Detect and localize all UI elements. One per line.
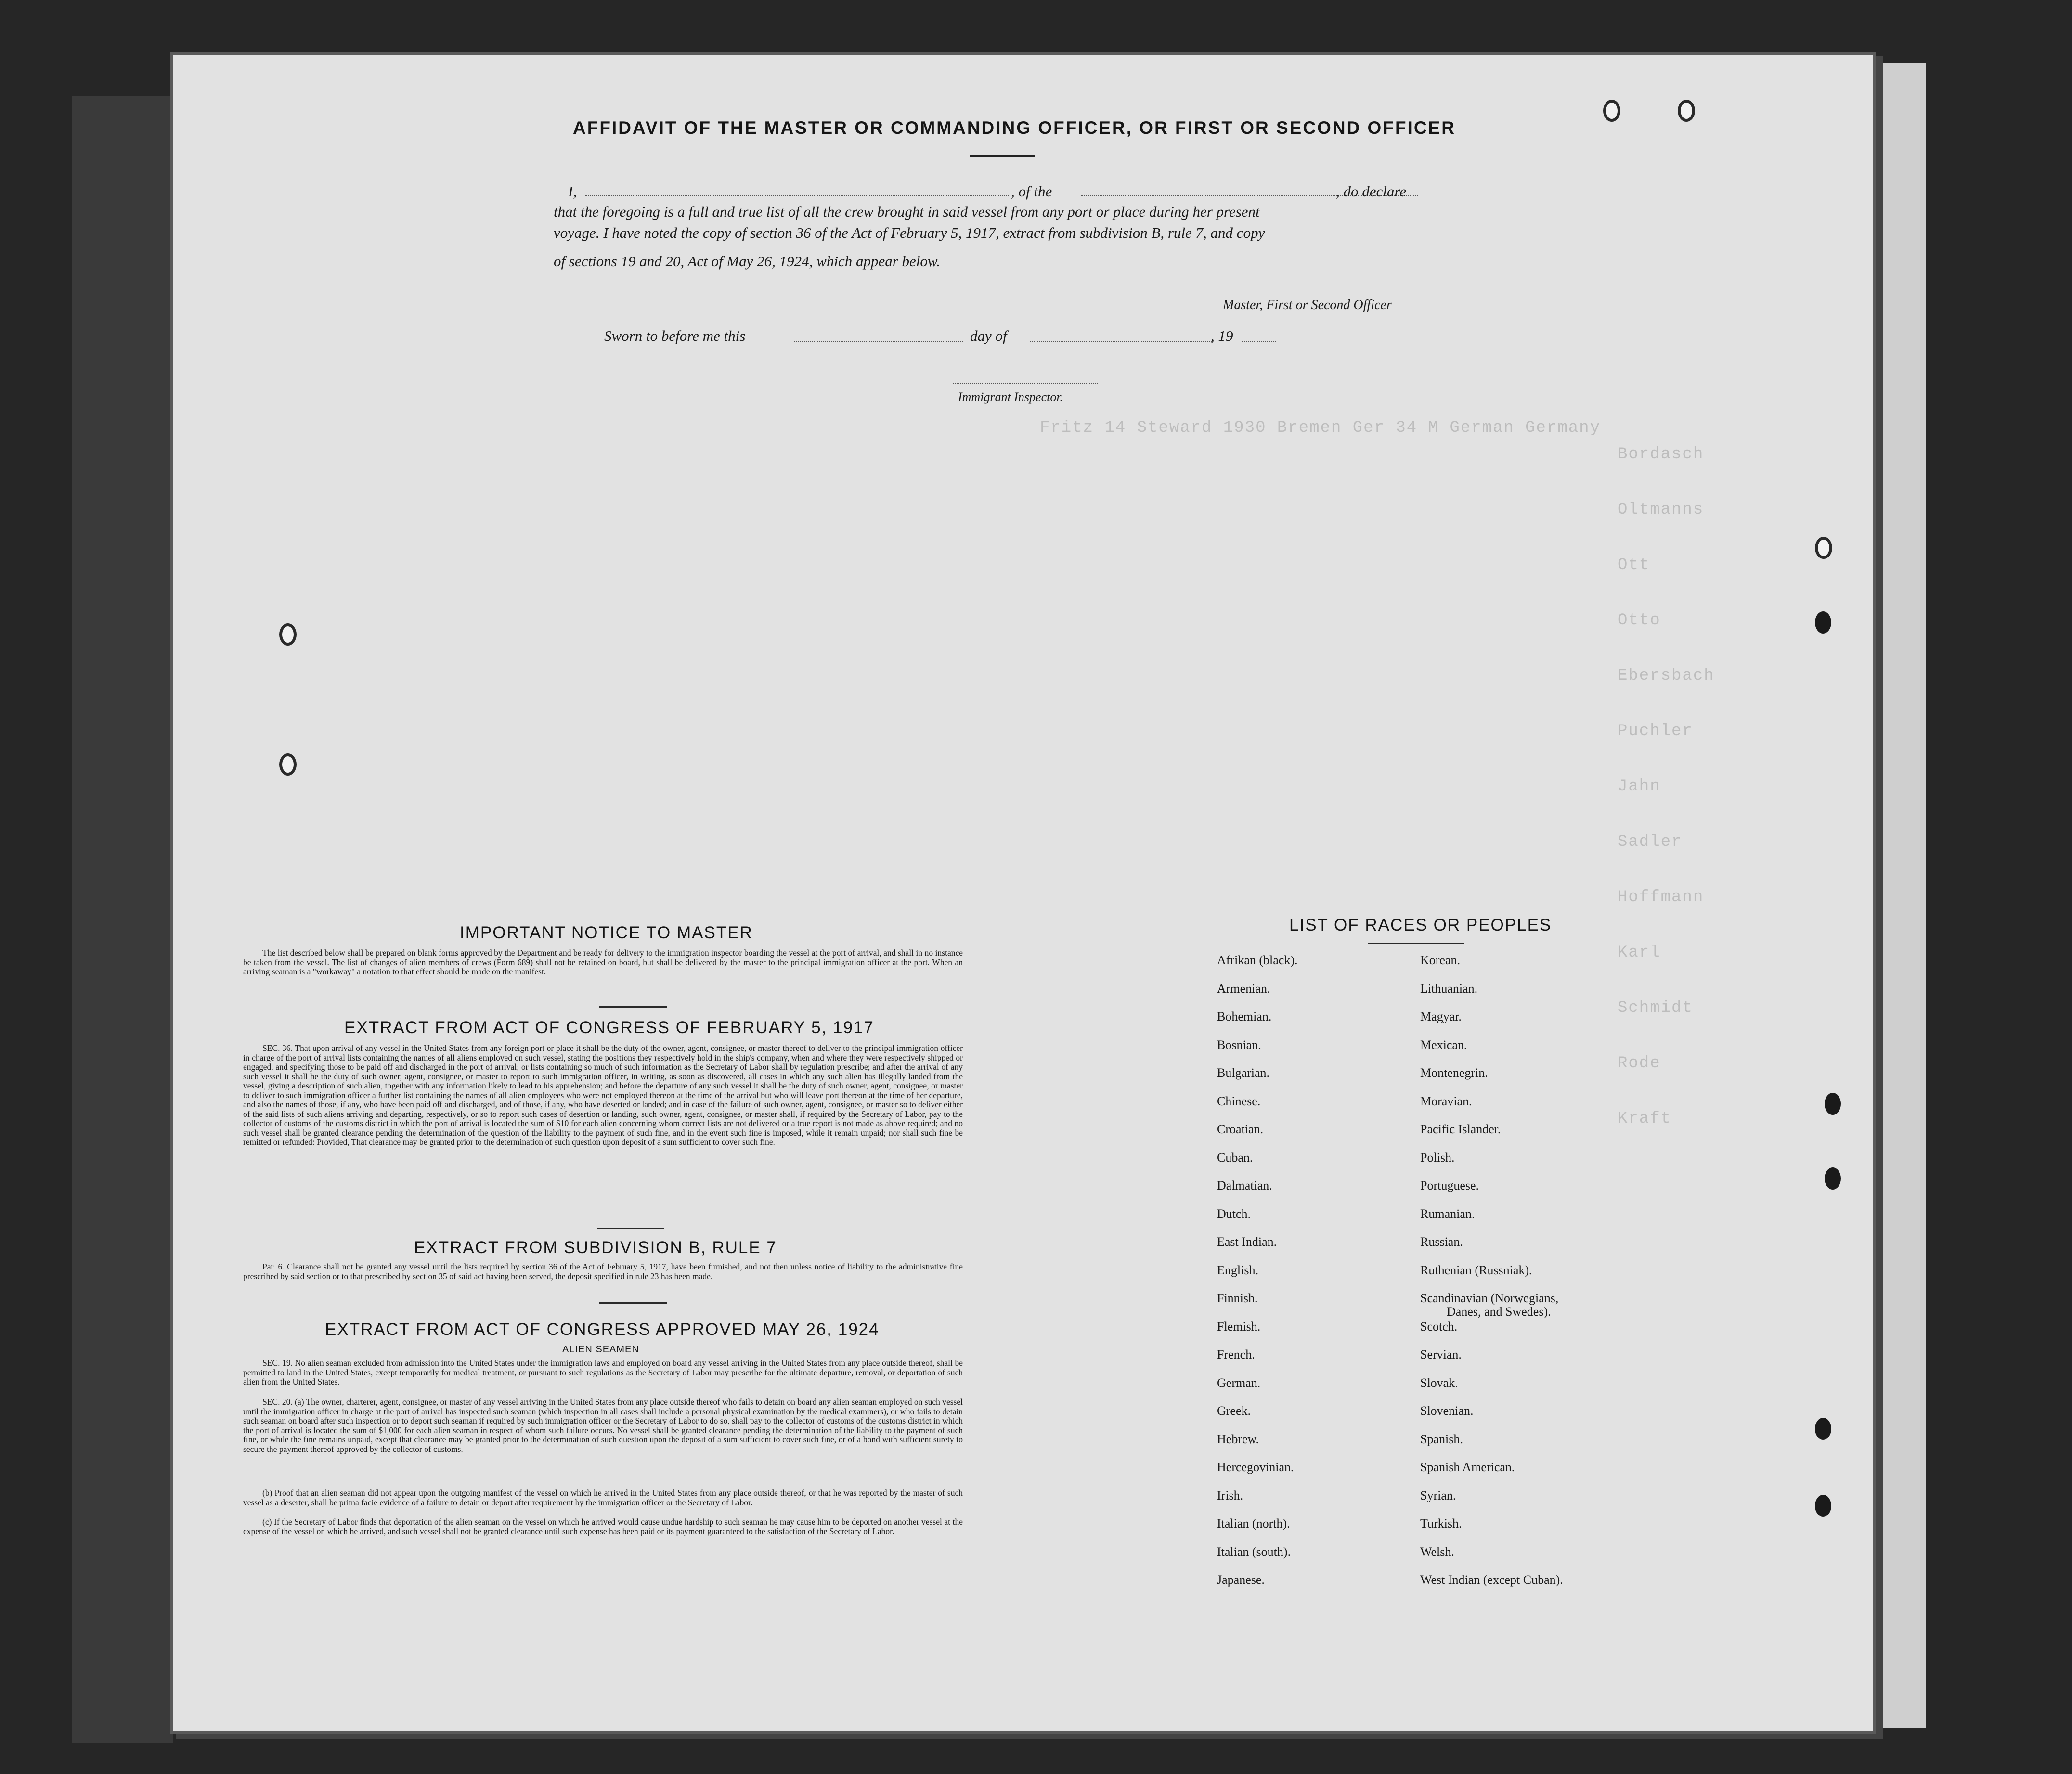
- bleedthrough-row: Ott: [1618, 556, 1650, 574]
- race-item: Hercegovinian.: [1217, 1460, 1294, 1474]
- extract-1917-title: EXTRACT FROM ACT OF CONGRESS OF FEBRUARY 5, 1917: [344, 1018, 874, 1037]
- race-item: Armenian.: [1217, 981, 1270, 996]
- race-item: Spanish.: [1420, 1432, 1463, 1446]
- extract-1924-subtitle: ALIEN SEAMEN: [562, 1344, 639, 1355]
- bleedthrough-row: Ebersbach: [1618, 667, 1715, 685]
- inspector-blank: [953, 383, 1098, 384]
- affidavit-i: I,: [568, 183, 577, 200]
- race-item: Polish.: [1420, 1150, 1455, 1165]
- month-blank: [1030, 341, 1213, 342]
- extract-1924-sec19: SEC. 19. No alien seaman excluded from admission into the United States under the immigration laws and employed on board any vessel arriving in the United States from any place outside thereof, shall be permitted to land in the United States, except temporarily for medical treatment, or pursuant to such regulations as the Secretary of Labor may prescribe for the ultimate departure, removal, or deportation of such alien from the United States.: [243, 1358, 963, 1386]
- bleedthrough-row: Kraft: [1618, 1110, 1672, 1128]
- race-item: Scandinavian (Norwegians,: [1420, 1291, 1559, 1305]
- race-item: Bulgarian.: [1217, 1066, 1270, 1080]
- extract-1924-sec20b: (b) Proof that an alien seaman did not appear upon the outgoing manifest of the vessel on which he arrived in the United States from any place outside thereof, or that he was reported by the master of such vessel as a deserter, shall be prima facie evidence of a failure to detain or deport after requirement by the immigration officer or the Secretary of Labor.: [243, 1488, 963, 1507]
- bleedthrough-row: Bordasch: [1618, 445, 1704, 464]
- bleedthrough-row: Jahn: [1618, 777, 1661, 796]
- extract-1924-title: EXTRACT FROM ACT OF CONGRESS APPROVED MAY 26, 1924: [325, 1320, 880, 1339]
- race-item: Montenegrin.: [1420, 1066, 1488, 1080]
- name-blank: [585, 195, 1009, 196]
- document-page: [173, 55, 1873, 1731]
- affidavit-of-the: , of the: [1011, 183, 1052, 200]
- race-item: West Indian (except Cuban).: [1420, 1573, 1563, 1587]
- notice-title: IMPORTANT NOTICE TO MASTER: [460, 923, 753, 942]
- race-item: Japanese.: [1217, 1573, 1265, 1587]
- race-item: Italian (south).: [1217, 1544, 1291, 1559]
- race-item: Spanish American.: [1420, 1460, 1515, 1474]
- extract-1924-sec20c: (c) If the Secretary of Labor finds that deportation of the alien seaman on the vessel on which he arrived would cause undue hardship to such seaman he may cause him to be deported on another vessel at the expense of the vessel on which he arrived, and such vessel shall not be granted clearance until such expense has been paid or its payment guaranteed to the satisfaction of the Secretary of Labor.: [243, 1517, 963, 1536]
- year-blank: [1242, 341, 1276, 342]
- race-item: Flemish.: [1217, 1319, 1261, 1334]
- race-item: Magyar.: [1420, 1010, 1462, 1023]
- race-item: Lithuanian.: [1420, 981, 1478, 996]
- rule7-title: EXTRACT FROM SUBDIVISION B, RULE 7: [414, 1238, 777, 1257]
- race-item: Bohemian.: [1217, 1010, 1272, 1023]
- punch-hole: [1815, 1495, 1831, 1517]
- punch-hole: [279, 623, 297, 646]
- punch-hole: [1825, 1093, 1841, 1115]
- race-item: Scotch.: [1420, 1319, 1458, 1334]
- punch-hole: [1603, 100, 1620, 122]
- punch-hole: [1825, 1167, 1841, 1190]
- left-binding-strip: [72, 96, 173, 1743]
- race-item: Dutch.: [1217, 1206, 1251, 1221]
- race-item: German.: [1217, 1375, 1261, 1390]
- extract-1917-body: SEC. 36. That upon arrival of any vessel in the United States from any foreign port or place it shall be the duty of the owner, agent, consignee, or master thereof to deliver to the principal immigration officer in charge of the port of arrival lists containing the names of all aliens employed on such vessel, stating the positions they respectively hold in the ship's company, when and where they were respectively shipped or engaged, and specifying those to be paid off and discharged in the port of arrival; or lists containing so much of such information as the Secretary of Labor shall by regulation prescribe; and after the arrival of any such vessel it shall be the duty of such owner, agent, consignee, or master to report to such immigration officer, in writing, as soon as discovered, all cases in which any such alien has illegally landed from the vessel, giving a description of such alien, together with any information likely to lead to his apprehension; and before the departure of any such vessel it shall be the duty of such owner, agent, consignee, or master to deliver to such immigration officer a further list containing the names of all alien employees who were not employed thereon at the time of the arrival but who will leave port thereon at the time of her departure, and also the names of those, if any, who have been paid off and discharged, and of those, if any, who have deserted or landed; and in case of the failure of such owner, agent, consignee, or master so to deliver either of the said lists of such aliens arriving and departing, respectively, or so to report such cases of desertion or landing, such owner, agent, consignee, or master shall, if required by the Secretary of Labor, pay to the collector of customs of the customs district in which the port of arrival is located the sum of $10 for each alien concerning whom correct lists are not delivered or a true report is not made as above required; and no such vessel shall be granted clearance pending the determination of the question of the liability to the payment of such fine, and in the event such fine is imposed, while it remain unpaid; nor shall such fine be remitted or refunded: Provided, That clearance may be granted prior to the determination of such question upon deposit of a sum sufficient to cover such fine.: [243, 1043, 963, 1147]
- affidavit-declare: , do declare: [1336, 183, 1407, 200]
- year-label: , 19: [1211, 327, 1233, 344]
- race-item: Hebrew.: [1217, 1432, 1259, 1446]
- race-item: Servian.: [1420, 1347, 1462, 1361]
- affidavit-line4: of sections 19 and 20, Act of May 26, 1924, which appear below.: [554, 253, 941, 270]
- title-rule: [970, 155, 1035, 157]
- race-item: East Indian.: [1217, 1235, 1277, 1249]
- race-item: Slovenian.: [1420, 1404, 1474, 1418]
- race-item: Bosnian.: [1217, 1037, 1261, 1052]
- affidavit-line3: voyage. I have noted the copy of section 36 of the Act of February 5, 1917, extract from subdivision B, rule 7, and copy: [554, 224, 1265, 241]
- notice-rule: [599, 1006, 667, 1008]
- sworn-label: Sworn to before me this: [604, 327, 746, 344]
- race-item: Cuban.: [1217, 1150, 1253, 1165]
- race-item: Mexican.: [1420, 1037, 1467, 1052]
- extract-1917-rule: [597, 1228, 664, 1229]
- race-item: Chinese.: [1217, 1094, 1261, 1108]
- bleedthrough-row: Hoffmann: [1618, 888, 1704, 906]
- race-item: Welsh.: [1420, 1544, 1454, 1559]
- race-item: Greek.: [1217, 1404, 1251, 1418]
- race-item: Slovak.: [1420, 1375, 1458, 1390]
- punch-hole: [1815, 537, 1832, 559]
- signature-label: Master, First or Second Officer: [1223, 298, 1392, 312]
- affidavit-title: AFFIDAVIT OF THE MASTER OR COMMANDING OFFICER, OR FIRST OR SECOND OFFICER: [573, 118, 1456, 138]
- rule7-rule: [599, 1302, 667, 1304]
- race-item: Syrian.: [1420, 1488, 1456, 1502]
- race-item: Rumanian.: [1420, 1206, 1475, 1221]
- punch-hole: [1678, 100, 1695, 122]
- races-title: LIST OF RACES OR PEOPLES: [1289, 916, 1552, 934]
- race-item: Portuguese.: [1420, 1178, 1479, 1192]
- race-item: Italian (north).: [1217, 1516, 1290, 1530]
- race-item: Danes, and Swedes).: [1447, 1305, 1551, 1319]
- bleedthrough-row: Puchler: [1618, 722, 1693, 740]
- rule7-body: Par. 6. Clearance shall not be granted any vessel until the lists required by section 36 of the Act of February 5, 1917, have been furnished, and not then unless notice of liability to the administrative fine prescribed by said section or to that prescribed by section 35 of said act having been served, the deposit specified in rule 23 has been made.: [243, 1262, 963, 1281]
- punch-hole: [1815, 1418, 1831, 1440]
- race-item: Korean.: [1420, 953, 1461, 967]
- bleedthrough-row: Oltmanns: [1618, 501, 1704, 519]
- day-of-label: day of: [970, 327, 1007, 344]
- bleedthrough-header: Fritz 14 Steward 1930 Bremen Ger 34 M German Germany: [1040, 419, 1601, 437]
- race-item: Turkish.: [1420, 1516, 1462, 1530]
- race-item: Dalmatian.: [1217, 1178, 1272, 1192]
- race-item: Moravian.: [1420, 1094, 1472, 1108]
- race-item: Finnish.: [1217, 1291, 1258, 1305]
- bleedthrough-row: Karl: [1618, 944, 1661, 962]
- punch-hole: [1815, 611, 1831, 634]
- race-item: Afrikan (black).: [1217, 953, 1298, 967]
- punch-hole: [279, 753, 297, 776]
- race-item: Ruthenian (Russniak).: [1420, 1263, 1532, 1277]
- race-item: Croatian.: [1217, 1122, 1264, 1136]
- extract-1924-sec20a: SEC. 20. (a) The owner, charterer, agent, consignee, or master of any vessel arriving in the United States from any place outside thereof who fails to detain on board any alien seaman employed on such vessel until the immigration officer in charge at the port of arrival has inspected such seaman (which inspection in all cases shall include a personal physical examination by the medical examiners), or who fails to detain such seaman on board after such inspection or to deport such seaman if required by such immigration officer or the Secretary of Labor to do so, shall pay to the collector of customs of the customs district in which the port of arrival is located the sum of $1,000 for each alien seaman in respect of whom such failure occurs. No vessel shall be granted clearance pending the determination of the liability to the payment of such fine, or while the fine remains unpaid, except that clearance may be granted prior to the determination of such question upon the deposit of a sum sufficient to cover such fine, or of a bond with sufficient surety to secure the payment thereof approved by the collector of customs.: [243, 1397, 963, 1454]
- race-item: French.: [1217, 1347, 1255, 1361]
- race-item: Pacific Islander.: [1420, 1122, 1501, 1136]
- bleedthrough-row: Otto: [1618, 611, 1661, 630]
- notice-body: The list described below shall be prepared on blank forms approved by the Department and be ready for delivery to the immigration inspector boarding the vessel at the port of arrival, and shall in no instance be taken from the vessel. The list of changes of alien members of crews (Form 689) shall not be retained on board, but shall be delivered by the master to the principal immigration officer at the port. When an arriving seaman is a "workaway" a notation to that effect should be made on the manifest.: [243, 948, 963, 976]
- bleedthrough-row: Sadler: [1618, 833, 1683, 851]
- affidavit-line2: that the foregoing is a full and true list of all the crew brought in said vessel from any port or place during her present: [554, 203, 1260, 220]
- bleedthrough-row: Schmidt: [1618, 999, 1693, 1017]
- inspector-label: Immigrant Inspector.: [958, 390, 1063, 404]
- race-item: Russian.: [1420, 1235, 1463, 1249]
- race-item: Irish.: [1217, 1488, 1243, 1502]
- day-blank: [794, 341, 963, 342]
- race-item: English.: [1217, 1263, 1258, 1277]
- bleedthrough-row: Rode: [1618, 1054, 1661, 1073]
- races-rule: [1368, 943, 1464, 944]
